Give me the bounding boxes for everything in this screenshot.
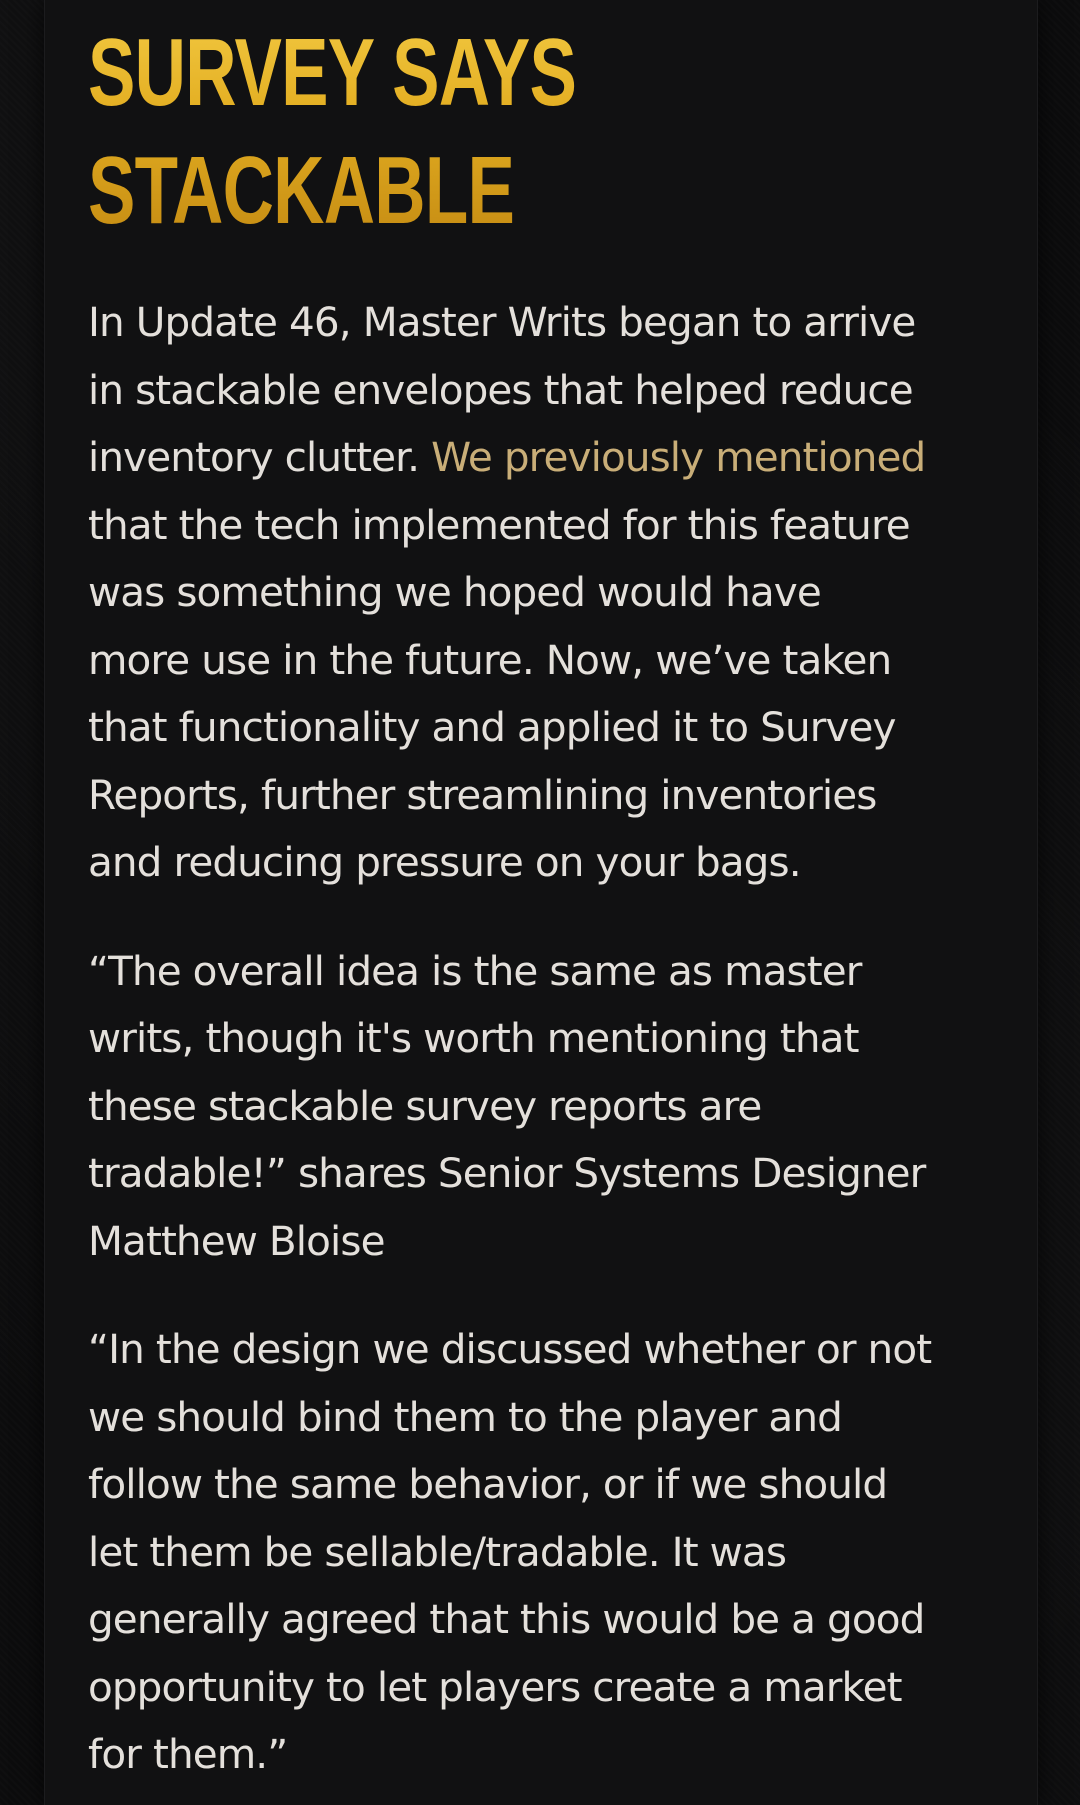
- section-headline: [88, 0, 1008, 250]
- paragraph-quote-1: [88, 938, 1008, 1276]
- paragraph-line: that functionality and applied it to Survey: [88, 703, 896, 751]
- paragraph-intro: [88, 289, 1008, 897]
- paragraph-line: Reports, further streamlining inventories: [88, 770, 877, 819]
- paragraph-quote-2: [88, 1316, 1008, 1789]
- paragraph-line: and reducing pressure on your bags.: [88, 838, 801, 886]
- paragraph-line-with-link: [88, 424, 1008, 492]
- paragraph-line: “In the design we discussed whether or not: [88, 1325, 932, 1373]
- paragraph-line: In Update 46, Master Writs began to arrive: [88, 298, 916, 346]
- paragraph-line: these stackable survey reports are: [88, 1081, 762, 1130]
- paragraph-line: that the tech implemented for this feature: [88, 500, 910, 549]
- article-panel: [44, 0, 1038, 1805]
- paragraph-line: Matthew Bloise: [88, 1216, 385, 1265]
- paragraph-line: “The overall idea is the same as master: [88, 946, 862, 995]
- paragraph-line: more use in the future. Now, we’ve taken: [88, 635, 892, 684]
- article-content: [88, 0, 1008, 1789]
- paragraph-line: writs, though it's worth mentioning that: [88, 1014, 859, 1062]
- paragraph-line: in stackable envelopes that helped reduce: [88, 365, 913, 414]
- paragraph-line: was something we hoped would have: [88, 568, 821, 616]
- paragraph-line: opportunity to let players create a market: [88, 1662, 902, 1711]
- paragraph-text: inventory clutter.: [88, 433, 432, 481]
- headline-line-2: STACKABLE: [88, 137, 515, 244]
- previously-mentioned-link[interactable]: We previously mentioned: [431, 433, 926, 481]
- headline-line-1: SURVEY SAYS: [88, 19, 577, 126]
- paragraph-line: generally agreed that this would be a good: [88, 1595, 925, 1643]
- paragraph-line: for them.”: [88, 1730, 288, 1778]
- paragraph-line: tradable!” shares Senior Systems Designer: [88, 1149, 926, 1197]
- paragraph-line: follow the same behavior, or if we should: [88, 1460, 888, 1508]
- paragraph-line: we should bind them to the player and: [88, 1392, 842, 1441]
- paragraph-line: let them be sellable/tradable. It was: [88, 1527, 787, 1576]
